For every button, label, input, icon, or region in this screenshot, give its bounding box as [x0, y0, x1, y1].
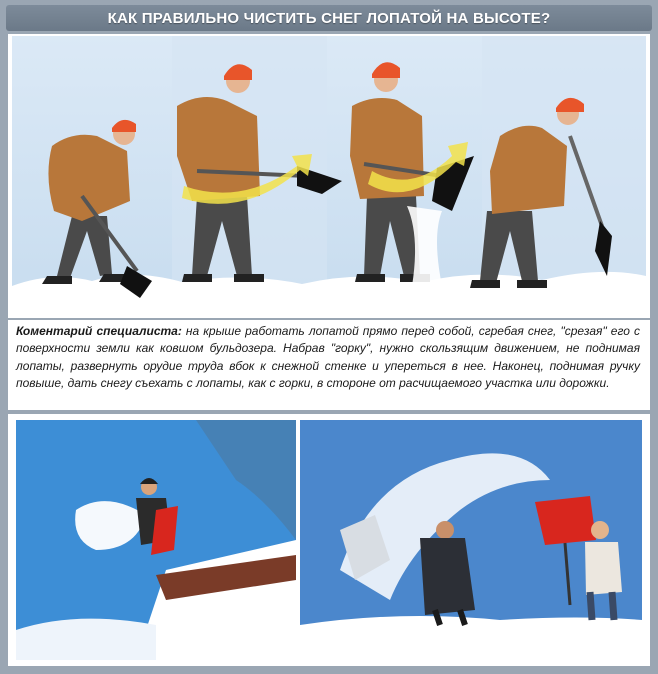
photo-right-svg — [300, 420, 642, 660]
page-title: КАК ПРАВИЛЬНО ЧИСТИТЬ СНЕГ ЛОПАТОЙ НА ВЫСОТЕ? — [107, 9, 551, 27]
illustration-panel — [8, 34, 650, 318]
photos-panel — [8, 414, 650, 666]
red-shovel — [535, 496, 596, 545]
photo-left-svg — [16, 420, 296, 660]
comment-paragraph — [8, 320, 650, 392]
photo-yard-shoveling — [300, 420, 642, 660]
illustration-svg — [12, 36, 646, 316]
shoveling-steps-illustration — [12, 36, 646, 316]
photo-roof-shoveling — [16, 420, 296, 660]
expert-comment — [8, 320, 650, 410]
comment-label: Коментарий специалиста: — [16, 324, 182, 338]
comment-text: на крыше работать лопатой прямо перед собой, сгребая снег, "срезая" его с поверхности земли как ковшом бульдозера. Набрав "горку", нужно скользящим движением, не поднимая лопаты, развернуть орудие труда вбок к снежной стенке и упереться в нее. Наконец, поднимая ручку повыше, дать снегу съехать с лопаты, как с горки, в стороне от расчищаемого участка или дорожки. — [16, 324, 640, 390]
header-bar — [6, 5, 652, 31]
